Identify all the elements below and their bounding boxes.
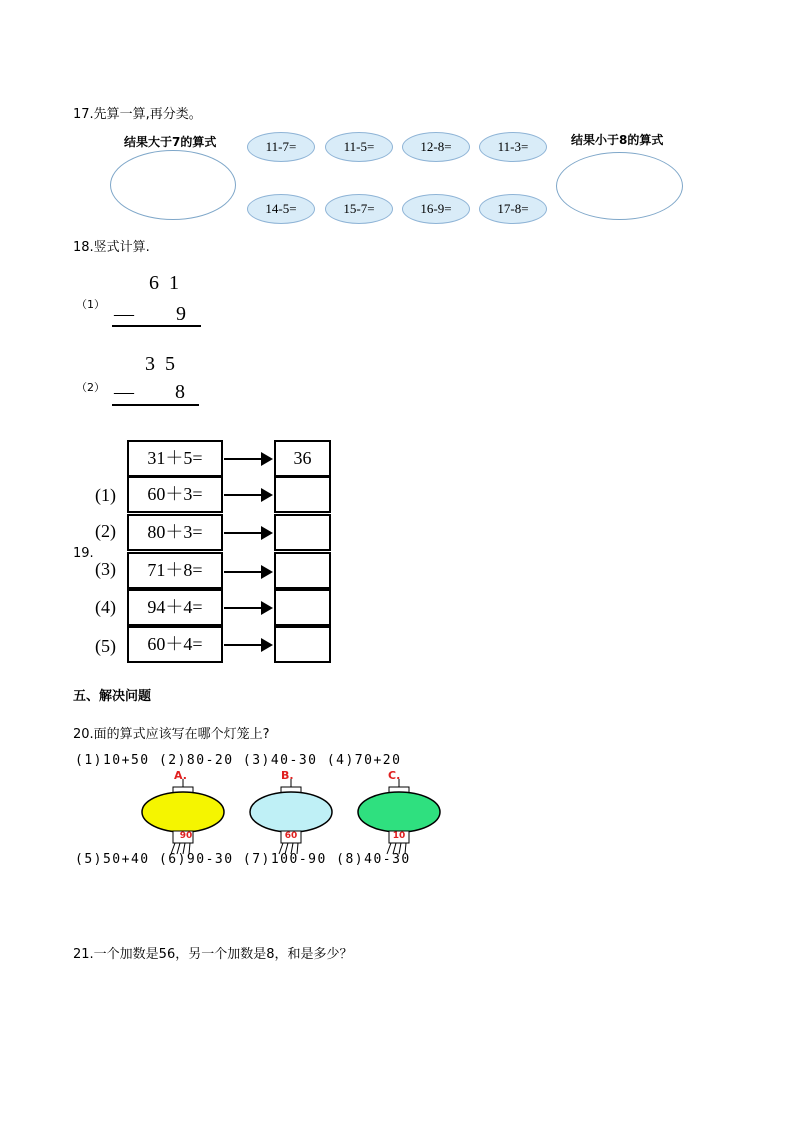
q19-answer-5[interactable]	[274, 626, 331, 663]
q19-arrow-5	[224, 644, 264, 646]
q19-answer-1[interactable]	[274, 476, 331, 513]
q17-expr-3: 12-8=	[402, 132, 470, 162]
q17-left-oval[interactable]	[110, 150, 236, 220]
q19-arrowhead-0	[261, 452, 273, 466]
q19-arrow-3	[224, 571, 264, 573]
q18-p1-label: （1）	[76, 298, 105, 311]
q17-expr-6: 15-7=	[325, 194, 393, 224]
q19-arrowhead-1	[261, 488, 273, 502]
q19-number: 19.	[73, 546, 94, 561]
q19-answer-0: 36	[274, 440, 331, 477]
q19-expr-2: 80＋3=	[127, 514, 223, 551]
lantern-b-icon[interactable]	[248, 779, 334, 855]
q17-right-oval[interactable]	[556, 152, 683, 220]
lantern-b-value: 60	[284, 831, 298, 841]
q18-p2-bottom: 8	[175, 381, 185, 403]
q19-label-1: (1)	[95, 485, 116, 505]
q19-answer-2[interactable]	[274, 514, 331, 551]
q18-p1-line	[112, 325, 201, 327]
lantern-a-value: 90	[179, 831, 193, 841]
q19-answer-4[interactable]	[274, 589, 331, 626]
q21-title: 21.一个加数是56，另一个加数是8，和是多少？	[73, 947, 353, 962]
q19-label-2: (2)	[95, 521, 116, 541]
q19-label-3: (3)	[95, 559, 116, 579]
q19-expr-3: 71＋8=	[127, 552, 223, 589]
q17-expr-1: 11-7=	[247, 132, 315, 162]
q18-p1-top: 6 1	[149, 272, 179, 294]
q18-p1-minus: —	[114, 303, 134, 325]
q18-p2-line	[112, 404, 199, 406]
q17-expr-2: 11-5=	[325, 132, 393, 162]
q19-arrowhead-3	[261, 565, 273, 579]
lantern-c-value: 10	[392, 831, 406, 841]
lantern-a-icon[interactable]	[140, 779, 226, 855]
q19-arrow-4	[224, 607, 264, 609]
q17-right-label: 结果小于8的算式	[571, 133, 664, 147]
q18-p2-label: （2）	[76, 381, 105, 394]
q19-expr-4: 94＋4=	[127, 589, 223, 626]
lantern-c-icon[interactable]	[356, 779, 442, 855]
q19-arrow-1	[224, 494, 264, 496]
q17-expr-8: 17-8=	[479, 194, 547, 224]
q19-label-5: (5)	[95, 636, 116, 656]
q19-expr-0: 31＋5=	[127, 440, 223, 477]
q19-expr-1: 60＋3=	[127, 476, 223, 513]
q19-arrowhead-5	[261, 638, 273, 652]
q19-arrowhead-2	[261, 526, 273, 540]
q18-title: 18.竖式计算.	[73, 240, 150, 255]
q19-answer-3[interactable]	[274, 552, 331, 589]
q18-p1-bottom: 9	[176, 303, 186, 325]
q17-expr-5: 14-5=	[247, 194, 315, 224]
q17-expr-7: 16-9=	[402, 194, 470, 224]
q19-label-4: (4)	[95, 597, 116, 617]
q20-title: 20.面的算式应该写在哪个灯笼上?	[73, 727, 270, 742]
q20-expr-line-2: (5)50+40 (6)90-30 (7)100-90 (8)40-30	[75, 852, 411, 867]
q17-title: 17.先算一算,再分类。	[73, 107, 202, 122]
q20-expr-line-1: (1)10+50 (2)80-20 (3)40-30 (4)70+20	[75, 753, 402, 768]
q18-p2-minus: —	[114, 381, 134, 403]
q19-expr-5: 60＋4=	[127, 626, 223, 663]
lantern-a-letter: A.	[174, 769, 187, 782]
q17-left-label: 结果大于7的算式	[124, 135, 217, 149]
section-heading: 五、解决问题	[73, 689, 152, 704]
q19-arrowhead-4	[261, 601, 273, 615]
lantern-b-letter: B.	[281, 769, 294, 782]
q17-expr-4: 11-3=	[479, 132, 547, 162]
q18-p2-top: 3 5	[145, 353, 175, 375]
q19-arrow-2	[224, 532, 264, 534]
lantern-c-letter: C.	[388, 769, 401, 782]
q19-arrow-0	[224, 458, 264, 460]
